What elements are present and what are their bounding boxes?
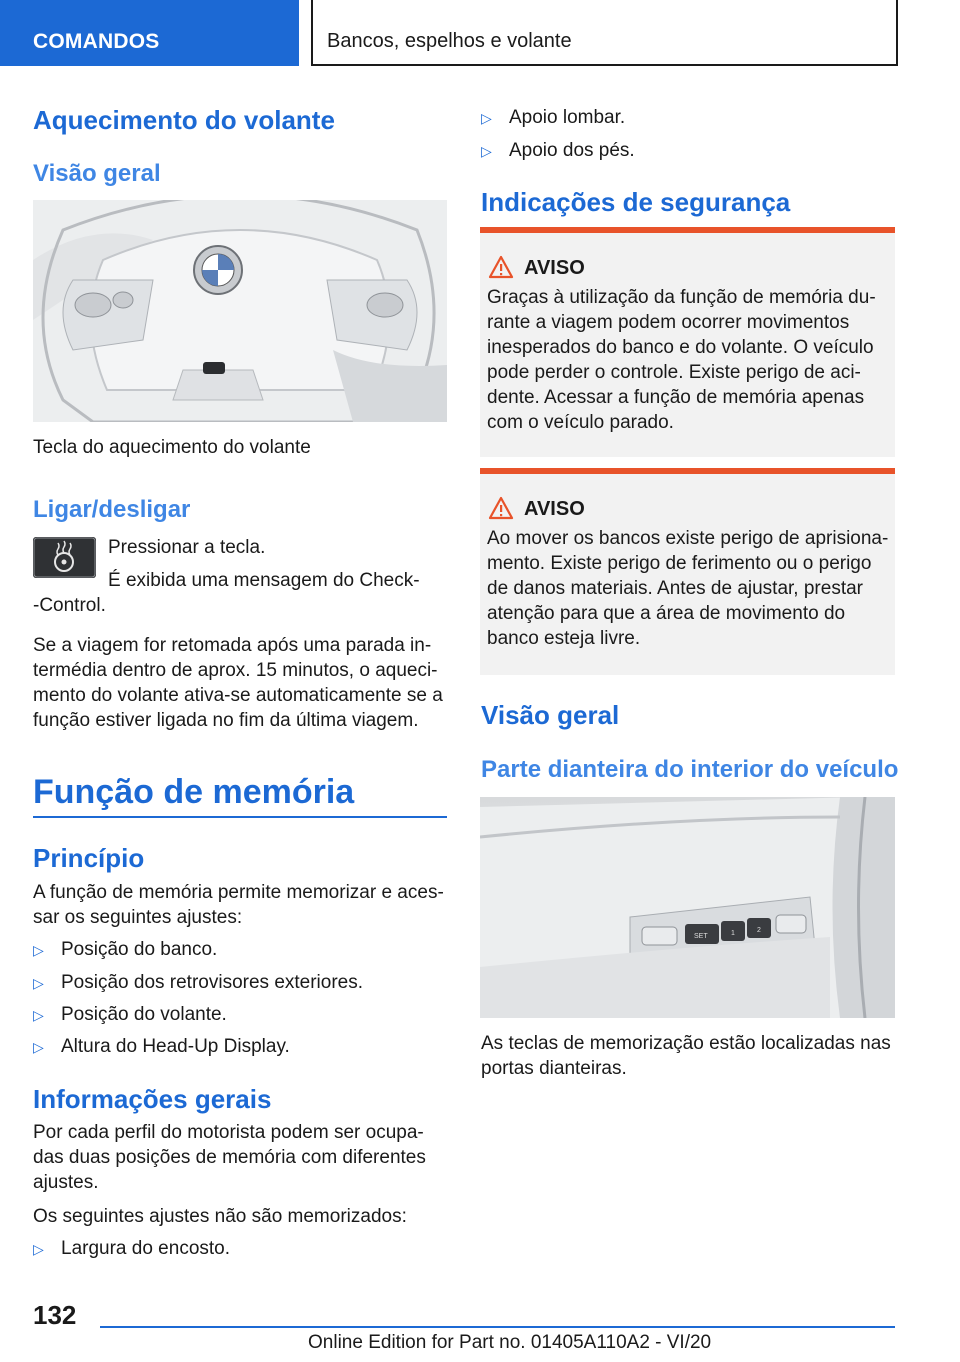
heading-informacoes-gerais: Informações gerais [33, 1084, 272, 1114]
warning-line: rante a viagem podem ocorrer movimentos [487, 312, 850, 333]
principio-line: sar os seguintes ajustes: [33, 907, 243, 928]
info-text-2: Os seguintes ajustes não são memorizados: [33, 1206, 407, 1227]
warning-line: Ao mover os bancos existe perigo de aprisiona‑ [487, 528, 889, 549]
info-line: ajustes. [33, 1172, 99, 1193]
paragraph-line: termédia dentro de aprox. 15 minutos, o aqueci‑ [33, 660, 438, 681]
heading-aquecimento: Aquecimento do volante [33, 105, 335, 135]
warning-box-2 [480, 468, 895, 675]
principio-text [33, 880, 453, 930]
page-number: 132 [33, 1300, 77, 1330]
triangle-bullet-icon: ▷ [33, 942, 44, 958]
header-section-label: COMANDOS [33, 30, 160, 53]
triangle-bullet-icon: ▷ [33, 975, 44, 991]
heading-principio: Princípio [33, 843, 145, 873]
list-item: ▷ Apoio lombar. [481, 105, 625, 131]
door-memory-buttons-image [480, 797, 895, 1018]
caption-line: portas dianteiras. [481, 1058, 627, 1079]
warning-title: AVISO [524, 498, 585, 520]
heading-funcao-memoria: Função de memória [33, 773, 355, 811]
image-caption: Tecla do aquecimento do volante [33, 437, 311, 458]
heading-visao-geral-2: Visão geral [481, 700, 620, 730]
warning-line: dente. Acessar a função de memória apenas [487, 387, 865, 408]
paragraph-line: função estiver ligada no fim da última viagem. [33, 710, 419, 731]
warning-body [487, 285, 892, 435]
warning-line: inesperados do banco e do volante. O veículo [487, 337, 874, 358]
triangle-bullet-icon: ▷ [481, 143, 492, 159]
heading-visao-geral: Visão geral [33, 160, 161, 187]
steering-heat-key-icon [33, 537, 96, 578]
press-text: Pressionar a tecla. [108, 537, 266, 558]
triangle-bullet-icon: ▷ [481, 110, 492, 126]
memory-2-button-label: 2 [757, 927, 761, 934]
list-item: ▷ Posição do volante. [33, 1002, 227, 1028]
warning-line: com o veículo parado. [487, 412, 674, 433]
principio-line: A função de memória permite memorizar e aces‑ [33, 882, 444, 903]
warning-triangle-icon [488, 255, 514, 279]
heading-ligar-desligar: Ligar/desligar [33, 496, 191, 523]
message-line-1: É exibida uma mensagem do Check‑ [108, 570, 420, 591]
triangle-bullet-icon: ▷ [33, 1241, 44, 1257]
list-item: ▷ Posição do banco. [33, 937, 217, 963]
list-item: ▷ Largura do encosto. [33, 1236, 230, 1262]
warning-line: de danos materiais. Antes de ajustar, prestar [487, 578, 863, 599]
header-section [0, 0, 299, 66]
list-item: ▷ Apoio dos pés. [481, 138, 635, 164]
heading-parte-dianteira: Parte dianteira do interior do veículo [481, 756, 899, 783]
footer-divider [100, 1326, 895, 1328]
header-chapter-label: Bancos, espelhos e volante [327, 30, 572, 52]
warning-line: banco esteja livre. [487, 628, 641, 649]
warning-box-1 [480, 227, 895, 457]
info-line: Por cada perfil do motorista podem ser ocupa‑ [33, 1122, 424, 1143]
caption-memorizacao [481, 1031, 901, 1081]
info-text [33, 1120, 453, 1195]
list-item: ▷ Altura do Head‑Up Display. [33, 1034, 290, 1060]
heading-underline [33, 816, 447, 818]
set-button-label: SET [694, 933, 708, 940]
message-line-2: ‑Control. [33, 595, 106, 616]
warning-body [487, 526, 892, 651]
warning-title: AVISO [524, 257, 585, 279]
caption-line: As teclas de memorização estão localizadas nas [481, 1033, 891, 1054]
header-chapter [311, 0, 898, 66]
warning-line: Graças à utilização da função de memória du‑ [487, 287, 876, 308]
steering-wheel-image [33, 200, 447, 422]
paragraph-line: mento do volante ativa‑se automaticamente se a [33, 685, 443, 706]
footer-edition: Online Edition for Part no. 01405A110A2 - VI/20 [308, 1332, 712, 1353]
warning-line: atenção para que a área de movimento do [487, 603, 846, 624]
warning-line: pode perder o controle. Existe perigo de aci‑ [487, 362, 861, 383]
paragraph-line: Se a viagem for retomada após uma parada in‑ [33, 635, 432, 656]
triangle-bullet-icon: ▷ [33, 1007, 44, 1023]
warning-triangle-icon [488, 496, 514, 520]
info-line: das duas posições de memória com diferentes [33, 1147, 426, 1168]
list-item: ▷ Posição dos retrovisores exteriores. [33, 970, 363, 996]
heading-indicacoes-seguranca: Indicações de segurança [481, 187, 791, 217]
memory-1-button-label: 1 [731, 930, 735, 937]
warning-line: mento. Existe perigo de ferimento ou o perigo [487, 553, 872, 574]
triangle-bullet-icon: ▷ [33, 1039, 44, 1055]
paragraph-viagem [33, 633, 453, 733]
